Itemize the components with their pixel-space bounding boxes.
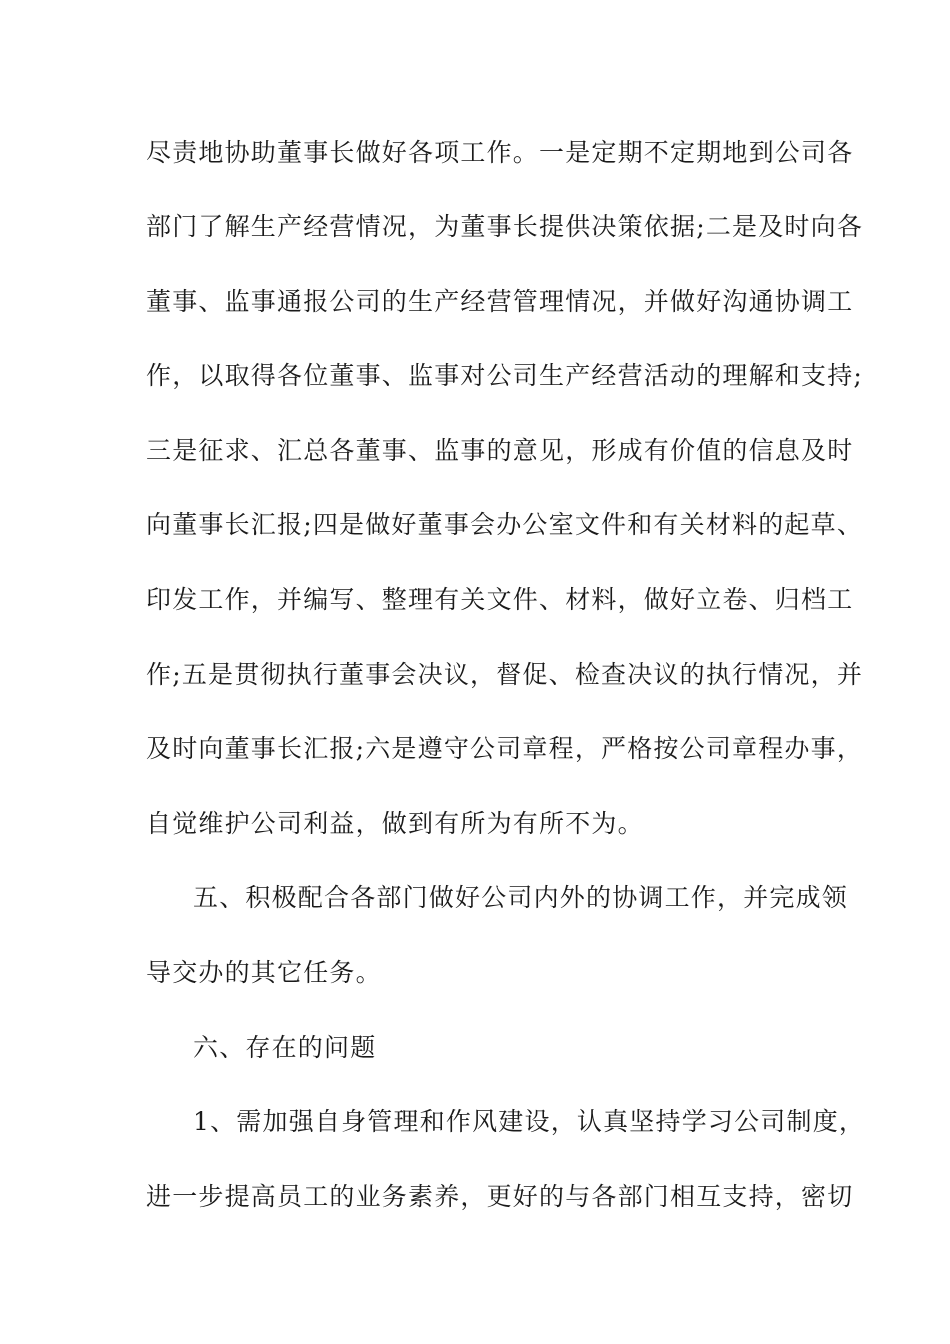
paragraph-line: 导交办的其它任务。 [146,958,382,987]
paragraph-line: 印发工作，并编写、整理有关文件、材料，做好立卷、归档工 [146,585,854,614]
paragraph-line: 董事、监事通报公司的生产经营管理情况，并做好沟通协调工 [146,287,854,316]
section-heading: 六、存在的问题 [193,1033,377,1062]
paragraph-line: 作，以取得各位董事、监事对公司生产经营活动的理解和支持; [146,361,864,390]
paragraph-line: 进一步提高员工的业务素养，更好的与各部门相互支持，密切 [146,1182,854,1211]
section-heading-line: 五、积极配合各部门做好公司内外的协调工作，并完成领 [193,883,849,912]
paragraph-line: 及时向董事长汇报;六是遵守公司章程，严格按公司章程办事， [146,734,864,763]
paragraph-line: 作;五是贯彻执行董事会决议，督促、检查决议的执行情况，并 [146,660,864,689]
paragraph-line: 向董事长汇报;四是做好董事会办公室文件和有关材料的起草、 [146,510,864,539]
paragraph-line: 三是征求、汇总各董事、监事的意见，形成有价值的信息及时 [146,436,854,465]
list-item-line: 1、需加强自身管理和作风建设，认真坚持学习公司制度， [193,1107,866,1136]
paragraph-line: 自觉维护公司利益，做到有所为有所不为。 [146,809,644,838]
paragraph-line: 尽责地协助董事长做好各项工作。一是定期不定期地到公司各 [146,138,854,167]
paragraph-line: 部门了解生产经营情况，为董事长提供决策依据;二是及时向各 [146,212,864,241]
